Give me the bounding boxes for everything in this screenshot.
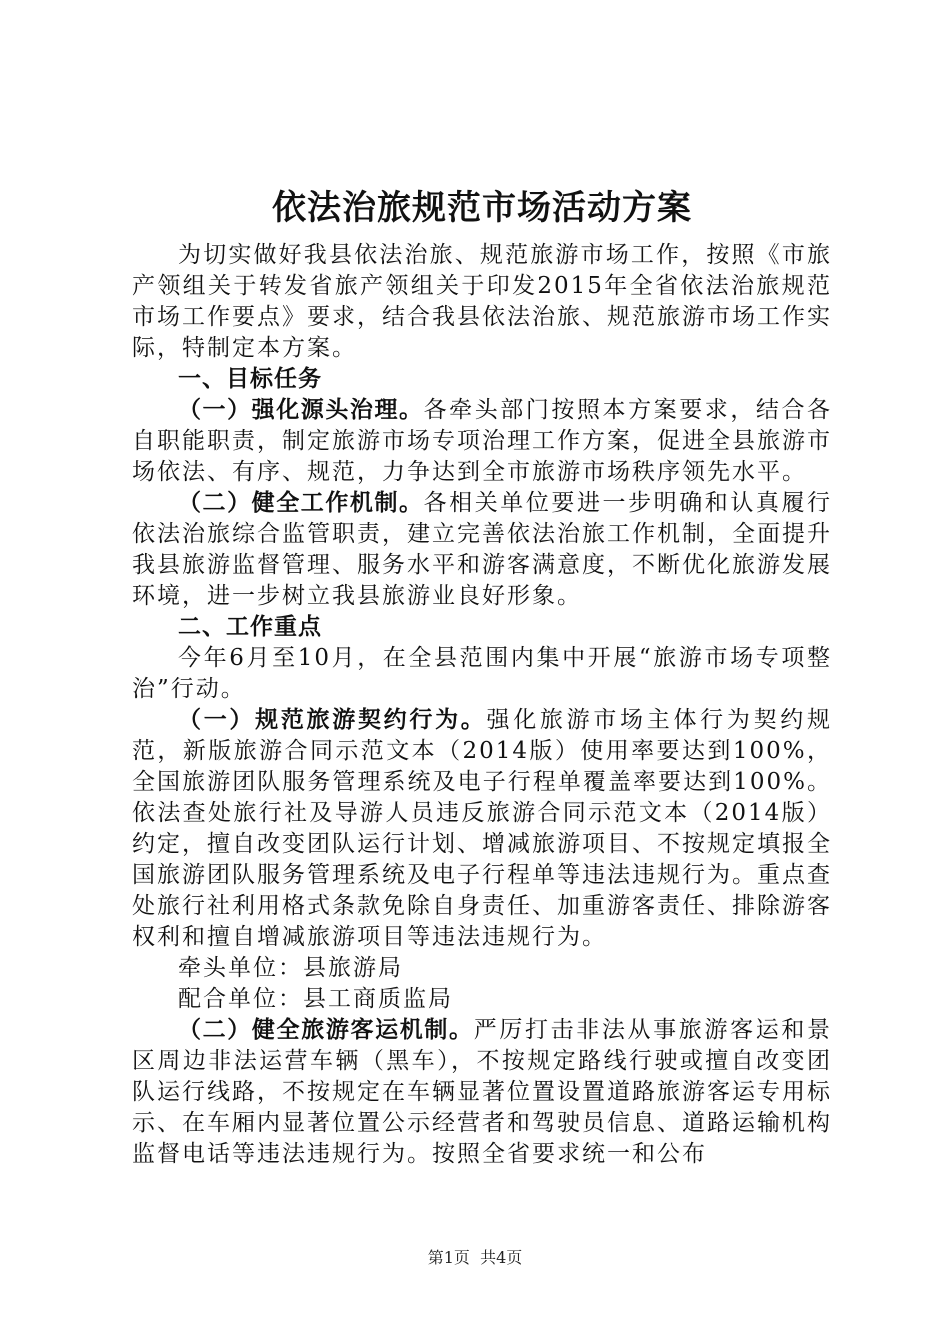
document-title: 依法治旅规范市场活动方案 — [272, 188, 692, 228]
section-1-item-1 — [132, 395, 832, 488]
page-number: 第1页 — [427, 1248, 470, 1267]
intro-paragraph: 为切实做好我县依法治旅、规范旅游市场工作，按照《市旅产领组关于转发省旅产领组关于印发2015年全省依法治旅规范市场工作要点》要求，结合我县依法治旅、规范旅游市场工作实际，特制定本方案。 — [132, 242, 832, 361]
lead-unit-line: 牵头单位：县旅游局 — [178, 955, 403, 981]
document-body — [132, 178, 832, 1170]
section-2-heading: 二、工作重点 — [178, 614, 322, 640]
section-1-item-1-body: 各牵头部门按照本方案要求，结合各自职能职责，制定旅游市场专项治理工作方案，促进全县旅游市场依法、有序、规范，力争达到全市旅游市场秩序领先水平。 — [132, 397, 833, 485]
section-2-item-2-lead: （二）健全旅游客运机制。 — [178, 1017, 474, 1043]
section-2-item-2-body: 严厉打击非法从事旅游客运和景区周边非法运营车辆（黑车），不按规定路线行驶或擅自改变团队运行线路，不按规定在车辆显著位置设置道路旅游客运专用标示、在车厢内显著位置公示经营者和驾驶员信息、道路运输机构监督电话等违法违规行为。按照全省要求统一和公布 — [132, 1017, 833, 1167]
section-1-item-2 — [132, 488, 832, 612]
section-2-item-1-lead: （一）规范旅游契约行为。 — [178, 707, 487, 733]
section-2-item-1 — [132, 705, 832, 953]
section-2-item-1-body: 强化旅游市场主体行为契约规范，新版旅游合同示范文本（2014版）使用率要达到100%，全国旅游团队服务管理系统及电子行程单覆盖率要达到100%。依法查处旅行社及导游人员违反旅游合同示范文本（2014版）约定，擅自改变团队运行计划、增减旅游项目、不按规定填报全国旅游团队服务管理系统及电子行程单等违法违规行为。重点查处旅行社利用格式条款免除自身责任、加重游客责任、排除游客权利和擅自增减旅游项目等违法违规行为。 — [132, 707, 833, 950]
section-2-item-2 — [132, 1015, 832, 1170]
section-1-item-1-lead: （一）强化源头治理。 — [178, 397, 424, 423]
section-1-item-2-body: 各相关单位要进一步明确和认真履行依法治旅综合监管职责，建立完善依法治旅工作机制，全面提升我县旅游监督管理、服务水平和游客满意度，不断优化旅游发展环境，进一步树立我县旅游业良好形象。 — [132, 490, 833, 609]
section-2-intro: 今年6月至10月，在全县范围内集中开展“旅游市场专项整治”行动。 — [132, 645, 832, 702]
section-1-heading: 一、目标任务 — [178, 366, 322, 392]
section-1-item-2-lead: （二）健全工作机制。 — [178, 490, 424, 516]
coop-unit-line: 配合单位：县工商质监局 — [178, 986, 453, 1012]
page-footer — [0, 1245, 950, 1268]
page-total: 共4页 — [480, 1248, 523, 1267]
